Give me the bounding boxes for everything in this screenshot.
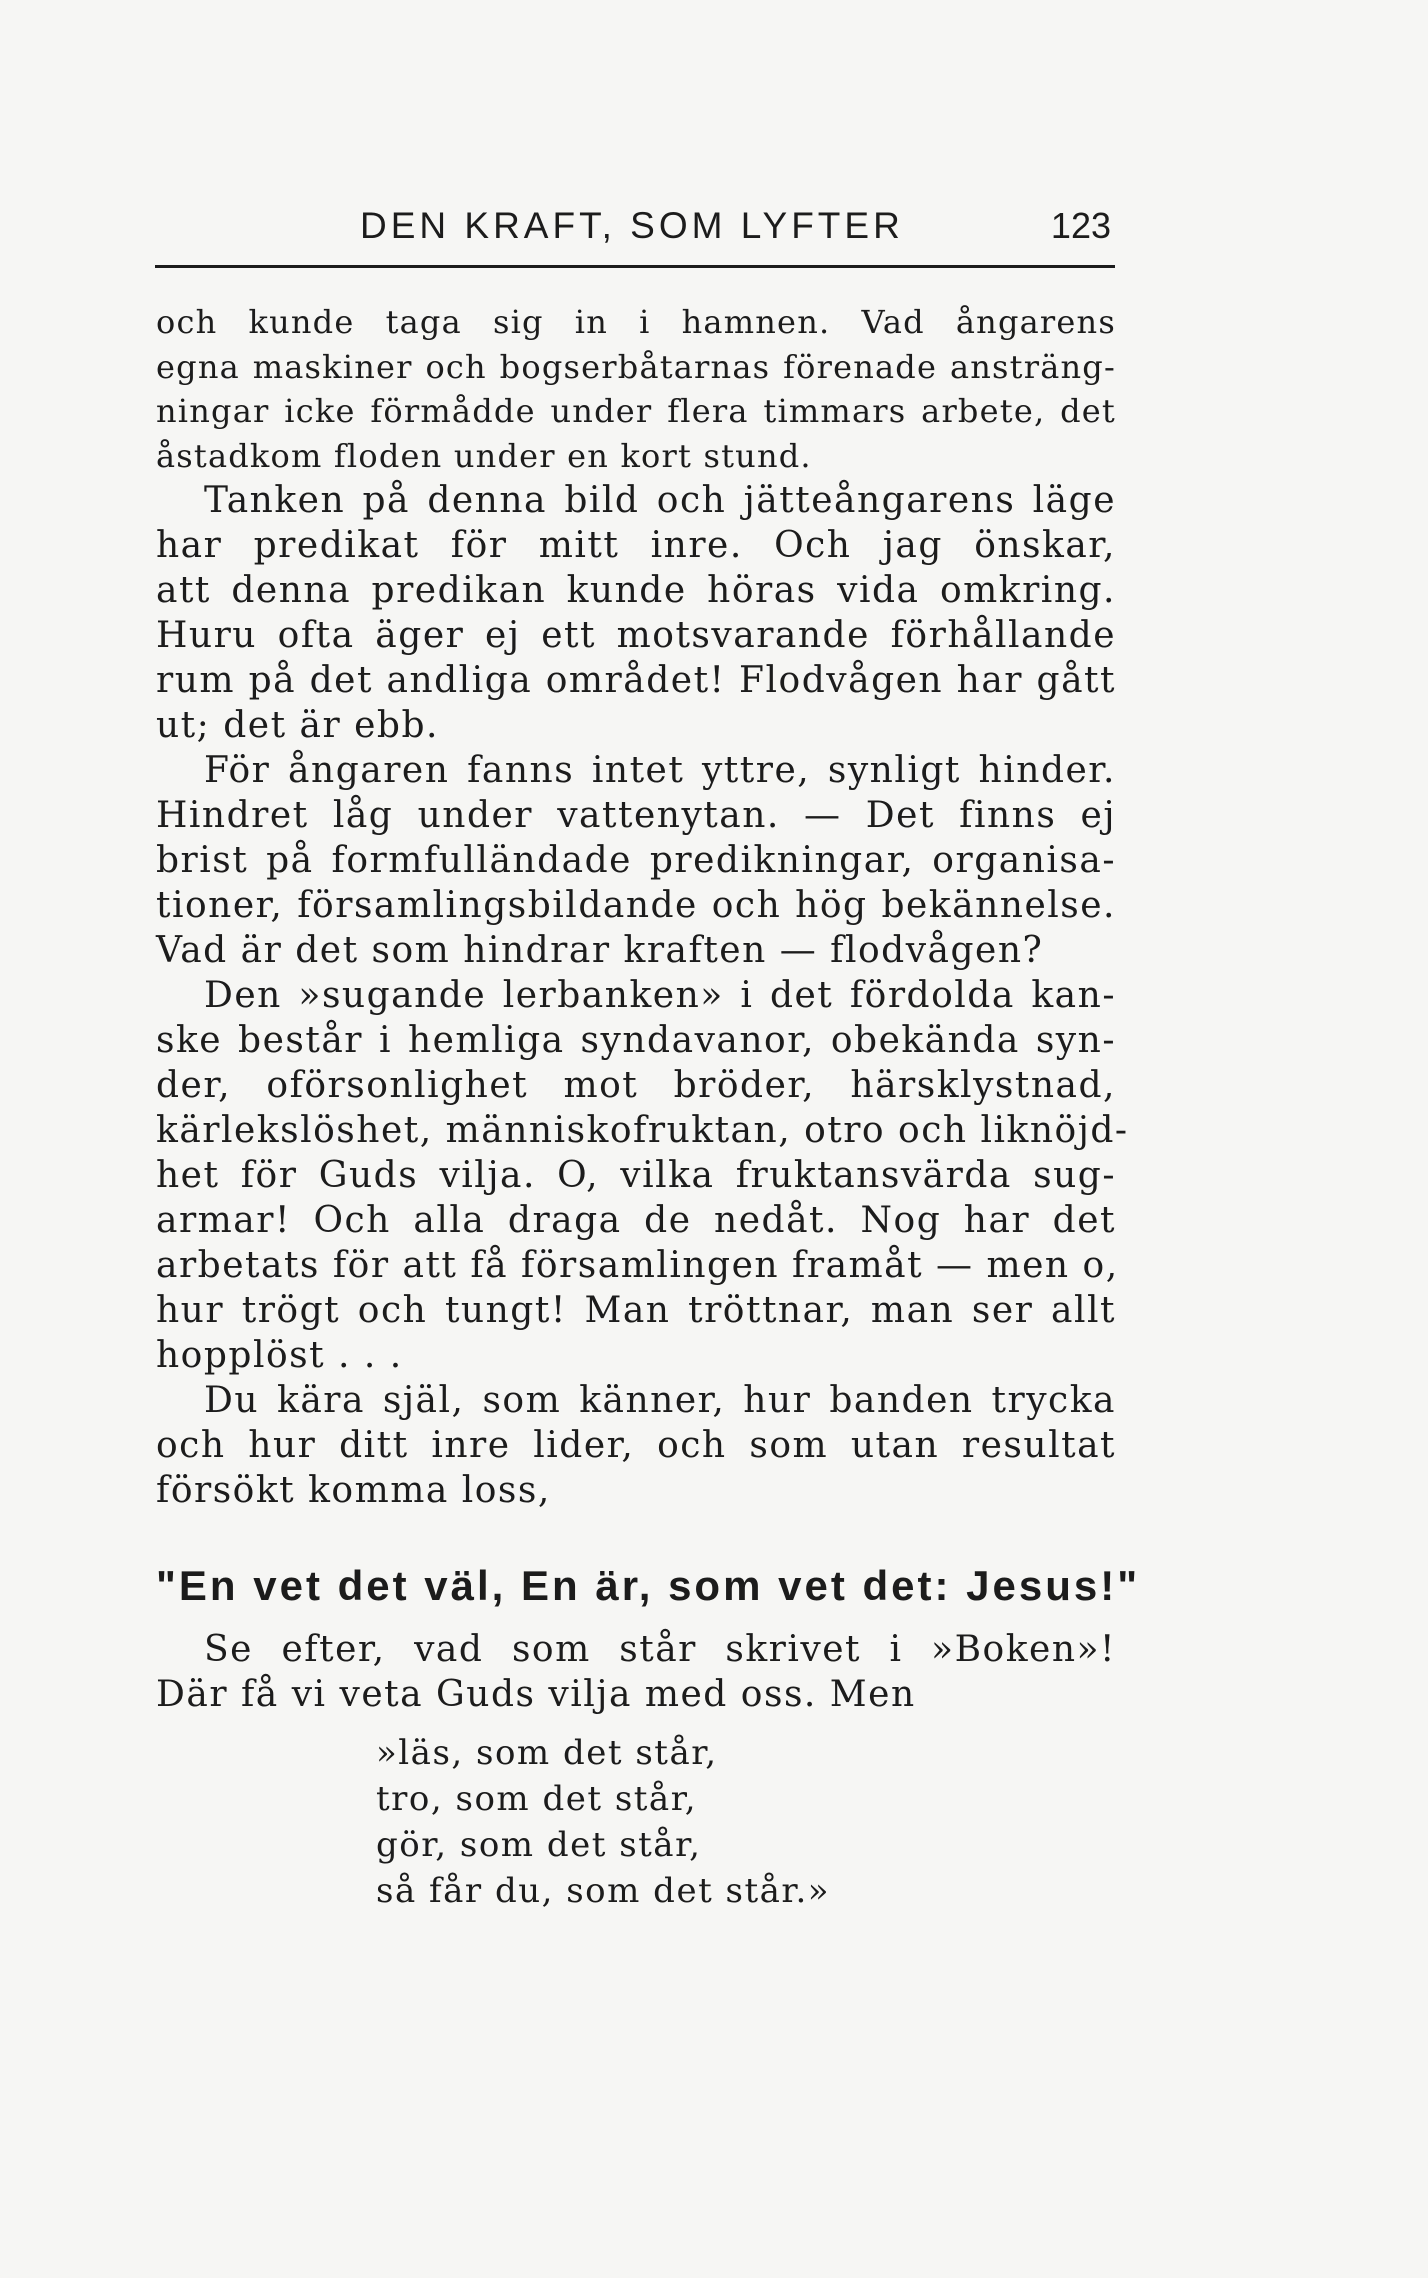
verse-line: »läs, som det står, [376, 1733, 718, 1773]
text-line: kärlekslöshet, människofruktan, otro och liknöjd- [156, 1110, 1129, 1151]
paragraph [156, 300, 1116, 478]
text-line: Se efter, vad som står skrivet i »Boken»! [204, 1629, 1116, 1670]
text-line: åstadkom floden under en kort stund. [156, 436, 812, 475]
text-line: hopplöst . . . [156, 1335, 403, 1376]
text-line: arbetats för att få församlingen framåt — men o, [156, 1245, 1119, 1286]
page-header [155, 205, 1115, 268]
text-line: rum på det andliga området! Flodvågen har gått [156, 660, 1116, 701]
text-line: har predikat för mitt inre. Och jag önskar, [156, 525, 1116, 566]
text-line: der, oförsonlighet mot bröder, härsklystnad, [156, 1065, 1116, 1106]
text-line: ut; det är ebb. [156, 705, 439, 746]
text-line: Du kära själ, som känner, hur banden trycka [204, 1380, 1116, 1421]
verse-line: så får du, som det står.» [376, 1871, 831, 1911]
running-title: DEN KRAFT, SOM LYFTER [360, 205, 904, 246]
paragraph [156, 478, 1116, 748]
text-line: hur trögt och tungt! Man tröttnar, man ser allt [156, 1290, 1116, 1331]
text-line: brist på formfulländade predikningar, organisa- [156, 840, 1116, 881]
text-line: Vad är det som hindrar kraften — flodvågen? [156, 930, 1044, 971]
text-line: Hindret låg under vattenytan. — Det finns ej [156, 795, 1116, 836]
body-text [156, 300, 1141, 1717]
text-line: egna maskiner och bogserbåtarnas förenade ansträng- [156, 347, 1116, 386]
text-line: försökt komma loss, [156, 1470, 551, 1511]
text-line: ningar icke förmådde under flera timmars arbete, det [156, 392, 1116, 430]
text-line: armar! Och alla draga de nedåt. Nog har det [156, 1200, 1116, 1241]
text-line: het för Guds vilja. O, vilka fruktansvärda sug- [156, 1155, 1116, 1196]
text-line: Huru ofta äger ej ett motsvarande förhållande [156, 615, 1116, 656]
text-line: Där få vi veta Guds vilja med oss. Men [156, 1674, 916, 1715]
text-line: att denna predikan kunde höras vida omkring. [156, 570, 1116, 611]
text-line: och hur ditt inre lider, och som utan resultat [156, 1425, 1116, 1466]
paragraph [156, 973, 1129, 1378]
verse [376, 1730, 830, 1914]
paragraph [156, 748, 1116, 973]
text-line: tioner, församlingsbildande och hög bekännelse. [156, 885, 1116, 926]
text-line: Den »sugande lerbanken» i det fördolda kan- [204, 975, 1116, 1016]
text-line: Tanken på denna bild och jätteångarens läge [204, 480, 1116, 521]
motto-heading: "En vet det väl, En är, som vet det: Jesus!" [156, 1562, 1141, 1609]
text-line: För ångaren fanns intet yttre, synligt hinder. [204, 750, 1116, 791]
paragraph [156, 1378, 1116, 1513]
verse-line: tro, som det står, [376, 1779, 698, 1819]
page-number: 123 [1050, 205, 1111, 246]
text-line: och kunde taga sig in i hamnen. Vad ångarens [156, 303, 1116, 341]
verse-line: gör, som det står, [376, 1825, 702, 1865]
text-line: ske består i hemliga syndavanor, obekända syn- [156, 1020, 1116, 1061]
paragraph [156, 1627, 1116, 1717]
